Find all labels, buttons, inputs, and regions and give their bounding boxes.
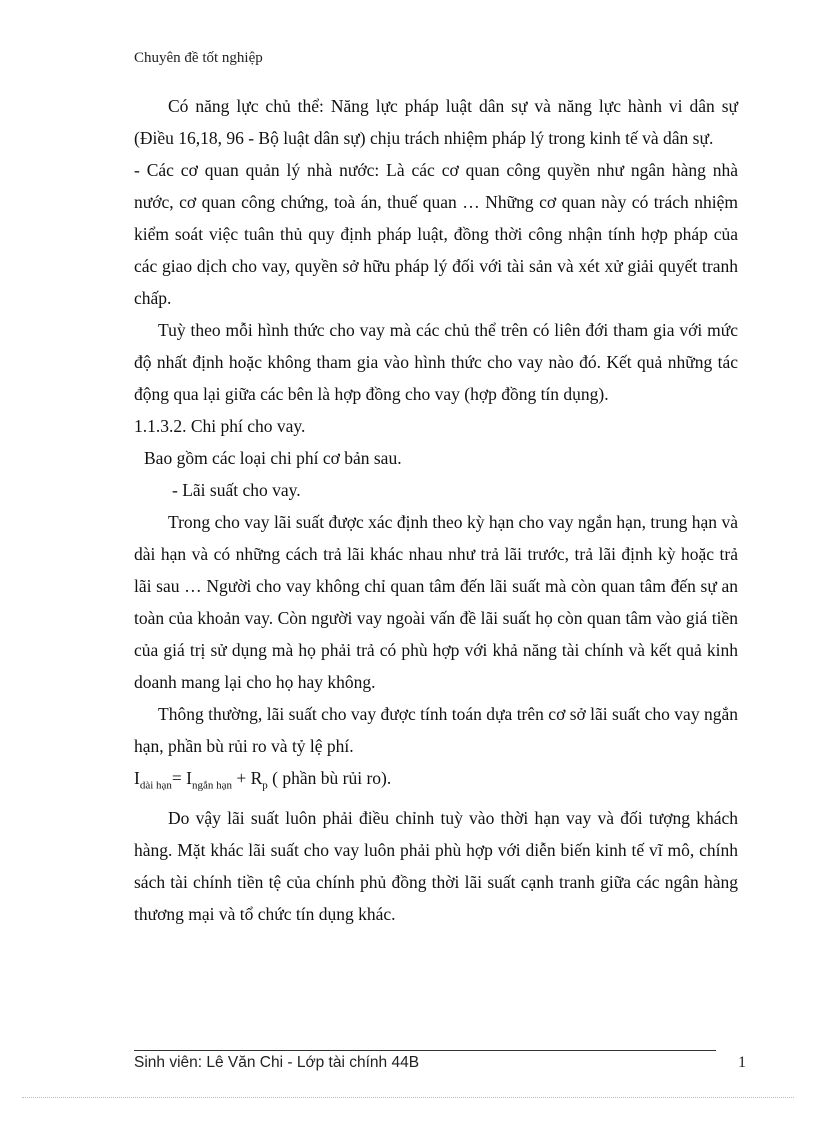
paragraph-usual-rate: Thông thường, lãi suất cho vay được tính toán dựa trên cơ sở lãi suất cho vay ngắn hạn, phần bù rủi ro và tỷ lệ phí. <box>134 704 738 756</box>
formula-symbol-i: I <box>134 768 140 788</box>
section-heading: 1.1.3.2. Chi phí cho vay. <box>134 416 306 436</box>
paragraph-adjustment: Do vậy lãi suất luôn phải điều chỉnh tuỳ vào thời hạn vay và đối tượng khách hàng. Mặt khác lãi suất cho vay luôn phải phù hợp với diễn biến kinh tế vĩ mô, chính sách tài chính tiền tệ của chính phủ đồng thời lãi suất cạnh tranh giữa các ngân hàng thương mại và tổ chức tín dụng khác. <box>134 807 738 924</box>
formula-subscript-p: p <box>262 779 268 792</box>
paragraph-state-agencies: - Các cơ quan quản lý nhà nước: Là các cơ quan công quyền như ngân hàng nhà nước, cơ quan công chứng, toà án, thuế quan … Những cơ quan này có trách nhiệm kiểm soát việc tuân thủ quy định pháp luật, đồng thời công nhận tính hợp pháp của các giao dịch cho vay, quyền sở hữu pháp lý đối với tài sản và xét xử giải quyết tranh chấp. <box>134 160 738 308</box>
page-number: 1 <box>738 1054 746 1071</box>
paragraph-legal-capacity: Có năng lực chủ thể: Năng lực pháp luật dân sự và năng lực hành vi dân sự (Điều 16,18, 96 - Bộ luật dân sự) chịu trách nhiệm pháp lý trong kinh tế và dân sự. <box>134 96 738 148</box>
paragraph-interest-rate: Trong cho vay lãi suất được xác định theo kỳ hạn cho vay ngắn hạn, trung hạn và dài hạn và có những cách trả lãi khác nhau như trả lãi trước, trả lãi định kỳ hoặc trả lãi sau … Người cho vay không chỉ quan tâm đến lãi suất mà còn quan tâm đến sự an toàn của khoản vay. Còn người vay ngoài vấn đề lãi suất họ còn quan tâm vào giá tiền của giá trị sử dụng mà họ phải trả có phù hợp với khả năng tài chính và kết quả kinh doanh mang lại cho họ hay không. <box>134 512 738 692</box>
subheading-interest-rate: - Lãi suất cho vay. <box>172 480 301 500</box>
formula-subscript-short-term: ngắn hạn <box>191 779 232 792</box>
formula-subscript-long-term: dài hạn <box>139 779 172 792</box>
formula-note: ( phần bù rủi ro). <box>267 768 392 788</box>
interest-formula <box>134 762 738 802</box>
document-body <box>134 90 738 930</box>
page-bottom-dotted-line <box>22 1097 794 1098</box>
footer-author: Sinh viên: Lê Văn Chi - Lớp tài chính 44B <box>134 1054 420 1071</box>
paragraph-lead: Bao gồm các loại chi phí cơ bản sau. <box>144 448 402 468</box>
formula-equals: = I <box>171 768 192 788</box>
footer-divider <box>134 1050 716 1051</box>
page-footer <box>134 1054 746 1072</box>
formula-plus-r: + R <box>232 768 263 788</box>
paragraph-participation: Tuỳ theo mỗi hình thức cho vay mà các chủ thể trên có liên đới tham gia với mức độ nhất định hoặc không tham gia vào hình thức cho vay nào đó. Kết quả những tác động qua lại giữa các bên là hợp đồng cho vay (hợp đồng tín dụng). <box>134 320 738 404</box>
page-header-title: Chuyên đề tốt nghiệp <box>134 50 263 66</box>
